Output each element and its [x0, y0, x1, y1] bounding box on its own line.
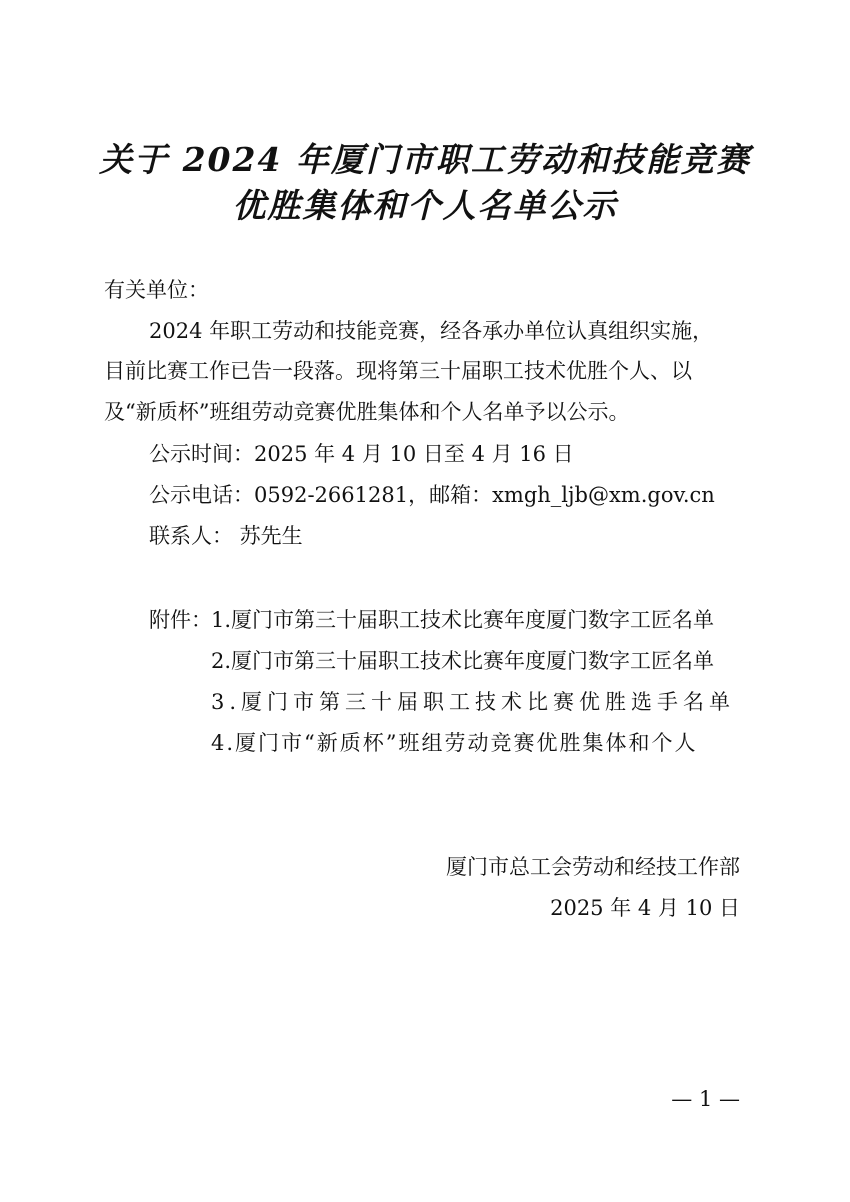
document-title-line-2: 优胜集体和个人名单公示: [232, 186, 618, 225]
body-paragraph-line: 2024 年职工劳动和技能竞赛，经各承办单位认真组织实施，: [149, 319, 714, 343]
attachment-item: 3.厦门市第三十届职工技术比赛优胜选手名单: [211, 690, 736, 714]
notice-time: 公示时间：2025 年 4 月 10 日至 4 月 16 日: [149, 442, 574, 466]
notice-phone-email: 公示电话：0592-2661281，邮箱：xmgh_ljb@xm.gov.cn: [149, 483, 715, 507]
document-title-line-1: 关于 2024 年厦门市职工劳动和技能竞赛: [99, 140, 751, 179]
page-number: — 1 —: [671, 1087, 740, 1111]
attachment-item: 1.厦门市第三十届职工技术比赛年度厦门数字工匠名单: [211, 608, 715, 632]
attachment-item: 2.厦门市第三十届职工技术比赛年度厦门数字工匠名单: [211, 649, 715, 673]
attachment-item: 4.厦门市“新质杯”班组劳动竞赛优胜集体和个人: [211, 731, 698, 755]
signature-organization: 厦门市总工会劳动和经技工作部: [446, 855, 740, 879]
body-paragraph-line: 及“新质杯”班组劳动竞赛优胜集体和个人名单予以公示。: [104, 400, 630, 424]
attachments-label: 附件：: [149, 608, 212, 632]
salutation: 有关单位：: [104, 278, 209, 302]
body-paragraph-line: 目前比赛工作已告一段落。现将第三十届职工技术优胜个人、以: [104, 359, 692, 383]
signature-date: 2025 年 4 月 10 日: [550, 896, 740, 920]
contact-person: 联系人： 苏先生: [149, 524, 303, 548]
